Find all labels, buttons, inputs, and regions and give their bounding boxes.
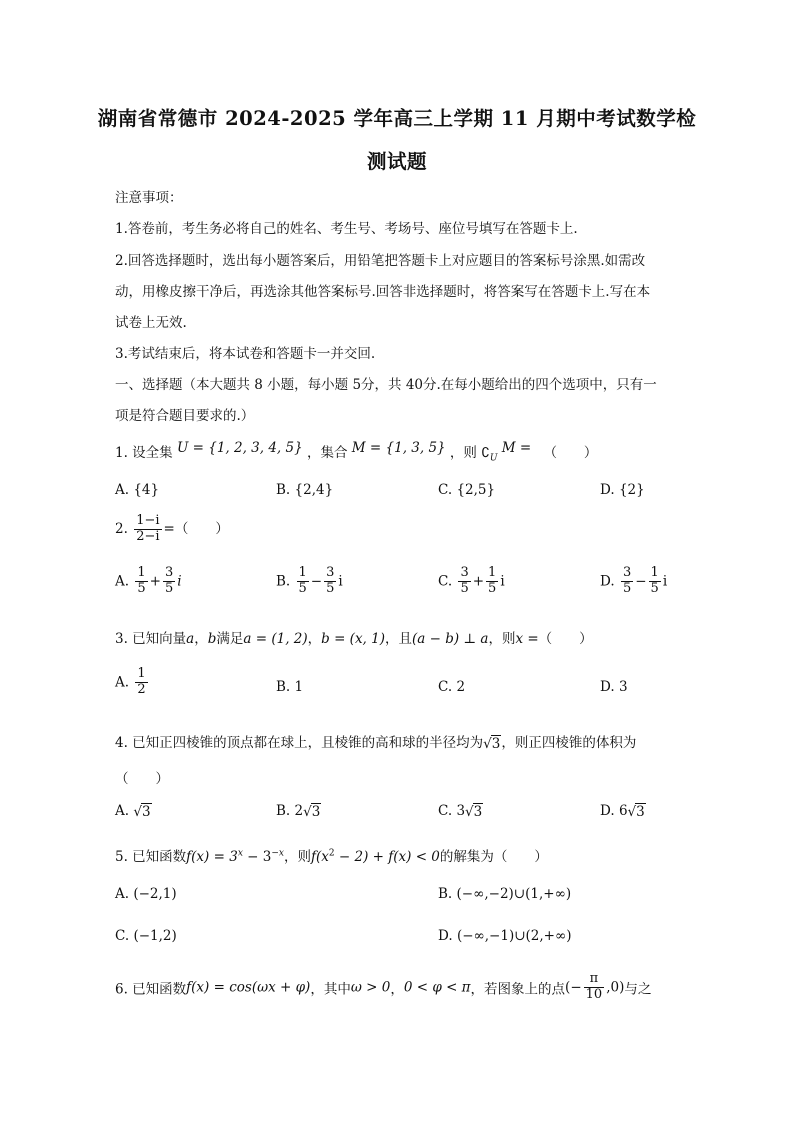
q3-text-c: ，且 bbox=[385, 631, 412, 647]
q4-d-sqrt: √3 bbox=[627, 803, 645, 820]
q6-text-b: ，其中 bbox=[310, 981, 351, 998]
q3-option-d[interactable] bbox=[600, 679, 628, 695]
paper-title-line1: 湖南省常德市 2024-2025 学年高三上学期 11 月期中考试数学检 bbox=[97, 107, 697, 130]
q2-a-n1: 1 bbox=[137, 565, 146, 580]
q5-text-b: ，则 bbox=[284, 849, 311, 865]
q2-d-d1: 5 bbox=[622, 580, 632, 596]
q2-b-n1: 1 bbox=[298, 565, 307, 580]
notice-item-1: 1.答卷前，考生务必将自己的姓名、考生号、考场号、座位号填写在答题卡上. bbox=[115, 221, 578, 237]
q3-sep2: ， bbox=[307, 631, 322, 647]
q3-b-text: 1 bbox=[294, 679, 304, 695]
q1-complement-sub: U bbox=[489, 453, 498, 464]
q4-option-b[interactable] bbox=[276, 803, 321, 820]
q2-b-frac1 bbox=[297, 566, 309, 597]
q2-a-frac1 bbox=[135, 566, 147, 597]
q4-c-label: C. bbox=[438, 803, 453, 819]
q2-c-label: C. bbox=[438, 573, 453, 590]
q6-pt-num: π bbox=[589, 971, 599, 986]
q4-c-rad: 3 bbox=[473, 803, 483, 820]
q3-c-text: 2 bbox=[456, 679, 466, 695]
q5-sq: 2 bbox=[328, 848, 335, 859]
q3-d-label: D. bbox=[600, 679, 615, 695]
q3-text-a: 3. 已知向量 bbox=[115, 631, 187, 647]
q2-b-d2: 5 bbox=[326, 580, 335, 596]
q5-exp1: x bbox=[237, 848, 243, 859]
q2-c-unit: i bbox=[500, 573, 505, 590]
q6-pt-frac bbox=[584, 972, 605, 1003]
q4-a-label: A. bbox=[115, 803, 130, 819]
q4-b-sqrt: √3 bbox=[303, 803, 321, 820]
q2-option-d[interactable] bbox=[600, 566, 667, 597]
q2-c-n1: 3 bbox=[460, 565, 469, 580]
question-2 bbox=[115, 514, 229, 545]
q3-option-a[interactable] bbox=[115, 667, 150, 698]
q5-ineq-a: f(x bbox=[311, 849, 329, 865]
q1-m-eq: M = bbox=[501, 440, 532, 456]
q1-option-d[interactable] bbox=[600, 482, 645, 498]
q5-c-text: (−1,2) bbox=[133, 928, 177, 944]
q2-num: 1−i bbox=[136, 513, 160, 528]
q4-d-rad: 3 bbox=[636, 803, 645, 820]
q3-x-eq: x = bbox=[515, 631, 539, 647]
q5-func: f(x) = 3 bbox=[186, 849, 238, 865]
q2-a-label: A. bbox=[115, 573, 130, 590]
q6-cond1: ω > 0 bbox=[350, 979, 391, 996]
q1-option-a-text: {4} bbox=[133, 482, 160, 498]
q4-d-label: D. bbox=[600, 803, 615, 819]
q3-sep: ， bbox=[194, 631, 208, 647]
q3-a-den: 2 bbox=[137, 681, 146, 697]
q2-prefix: 2. bbox=[115, 520, 128, 537]
q6-text-a: 6. 已知函数 bbox=[115, 981, 187, 998]
q4-b-label: B. bbox=[276, 803, 291, 819]
section-1-line1: 一、选择题（本大题共 8 小题，每小题 5分，共 40分.在每小题给出的四个选项中，只有一 bbox=[115, 377, 657, 393]
q2-c-n2: 1 bbox=[488, 565, 497, 580]
q3-perp: (a − b) ⊥ a bbox=[412, 631, 489, 647]
notice-item-2b: 动，用橡皮擦干净后，再选涂其他答案标号.回答非选择题时，将答案写在答题卡上.写在本 bbox=[115, 284, 651, 300]
q2-b-label: B. bbox=[276, 573, 291, 590]
q1-option-c[interactable] bbox=[438, 482, 495, 498]
q2-b-n2: 3 bbox=[326, 565, 335, 580]
q1-paren: （ ） bbox=[543, 445, 598, 461]
q1-tail: ，则 ∁ bbox=[449, 445, 490, 461]
q4-d-coef: 6 bbox=[618, 803, 628, 819]
q1-option-d-text: {2} bbox=[618, 482, 645, 498]
q3-a-num: 1 bbox=[137, 666, 146, 681]
q2-b-frac2 bbox=[324, 566, 336, 597]
q2-d-n2: 1 bbox=[650, 565, 659, 580]
q2-a-d1: 5 bbox=[137, 580, 146, 596]
q6-text-d: 与之 bbox=[624, 981, 652, 998]
q4-radicand: 3 bbox=[491, 735, 501, 752]
q2-option-c[interactable] bbox=[438, 566, 505, 597]
q1-universal-set: U = {1, 2, 3, 4, 5} bbox=[176, 440, 303, 456]
q4-c-coef: 3 bbox=[456, 803, 466, 819]
q5-text-a: 5. 已知函数 bbox=[115, 849, 187, 865]
q5-a-text: (−2,1) bbox=[133, 886, 177, 902]
q6-pt-close: ,0) bbox=[606, 979, 625, 996]
q6-pt-open: (− bbox=[565, 979, 582, 996]
q3-b-label: B. bbox=[276, 679, 291, 695]
q2-a-op: + bbox=[149, 573, 161, 590]
q2-d-frac1 bbox=[621, 566, 633, 597]
q2-a-frac2 bbox=[163, 566, 175, 597]
q1-option-b[interactable] bbox=[276, 482, 333, 498]
q1-prefix: 1. 设全集 bbox=[115, 445, 173, 461]
q2-d-n1: 3 bbox=[622, 565, 632, 580]
question-1 bbox=[115, 441, 597, 464]
q4-option-c[interactable] bbox=[438, 803, 483, 820]
notice-heading: 注意事项： bbox=[115, 190, 183, 206]
q5-d-label: D. bbox=[438, 928, 453, 944]
q4-paren: （ ） bbox=[115, 771, 169, 787]
q4-c-sqrt: √3 bbox=[465, 803, 483, 820]
notice-item-3: 3.考试结束后，将本试卷和答题卡一并交回. bbox=[115, 346, 376, 362]
q2-b-unit: i bbox=[338, 573, 343, 590]
q3-d-text: 3 bbox=[618, 679, 628, 695]
q5-exp2: −x bbox=[271, 848, 284, 859]
q3-text-b: 满足 bbox=[216, 631, 244, 647]
q6-pt-den: 10 bbox=[585, 986, 603, 1002]
q3-text-d: ，则 bbox=[488, 631, 516, 647]
q4-option-a[interactable] bbox=[115, 803, 152, 820]
q2-c-frac2 bbox=[486, 566, 498, 597]
question-4 bbox=[115, 731, 636, 752]
q6-text-c: ，若图象上的点 bbox=[470, 981, 566, 998]
q2-c-d2: 5 bbox=[488, 580, 497, 596]
q1-option-a[interactable] bbox=[115, 482, 159, 498]
q3-vector-a: a bbox=[186, 631, 195, 647]
q1-option-b-text: {2,4} bbox=[294, 482, 334, 498]
q2-eq: =（ ） bbox=[163, 520, 229, 537]
q5-option-a[interactable] bbox=[115, 886, 177, 902]
q2-c-d1: 5 bbox=[460, 580, 469, 596]
q3-option-b[interactable] bbox=[276, 679, 303, 695]
q3-eq-a: a = (1, 2) bbox=[243, 631, 308, 647]
q2-c-frac1 bbox=[458, 566, 470, 597]
q3-paren: （ ） bbox=[538, 631, 593, 647]
q2-d-label: D. bbox=[600, 573, 615, 590]
question-3 bbox=[115, 627, 593, 647]
q6-cond2: 0 < φ < π bbox=[403, 979, 471, 996]
q2-b-op: − bbox=[310, 573, 323, 590]
notice-item-2c: 试卷上无效. bbox=[115, 315, 187, 331]
q6-func: f(x) = cos(ωx + φ) bbox=[186, 979, 311, 996]
q4-b-rad: 3 bbox=[311, 803, 321, 820]
notice-item-2a: 2.回答选择题时，选出每小题答案后，用铅笔把答题卡上对应题目的答案标号涂黑.如需改 bbox=[115, 253, 646, 269]
q5-b-text: (−∞,−2)∪(1,+∞) bbox=[456, 886, 572, 902]
q2-option-b[interactable] bbox=[276, 566, 343, 597]
q5-option-b[interactable] bbox=[438, 886, 571, 902]
q4-b-coef: 2 bbox=[294, 803, 304, 819]
q2-den: 2−i bbox=[136, 528, 160, 544]
q2-option-a[interactable] bbox=[115, 566, 182, 597]
q5-b-label: B. bbox=[438, 886, 453, 902]
q4-a-rad: 3 bbox=[141, 803, 151, 820]
q1-option-a-label: A. bbox=[115, 482, 130, 498]
q3-vector-b: b bbox=[207, 631, 217, 647]
q4-option-d[interactable] bbox=[600, 803, 646, 820]
q2-a-n2: 3 bbox=[164, 565, 174, 580]
q2-d-d2: 5 bbox=[650, 580, 659, 596]
q3-a-frac bbox=[135, 667, 147, 698]
q3-option-c[interactable] bbox=[438, 679, 465, 695]
q2-fraction bbox=[134, 514, 161, 545]
q1-option-b-label: B. bbox=[276, 482, 291, 498]
q5-option-c[interactable] bbox=[115, 928, 177, 944]
q2-a-unit: i bbox=[177, 573, 182, 590]
q5-option-d[interactable] bbox=[438, 928, 572, 944]
q5-ineq-b: − 2) + f(x) < 0 bbox=[334, 849, 440, 865]
q4-sqrt: √3 bbox=[483, 735, 501, 752]
q2-d-op: − bbox=[635, 573, 647, 590]
q2-a-d2: 5 bbox=[164, 580, 174, 596]
q1-set-m: M = {1, 3, 5} bbox=[351, 440, 446, 456]
paper-title-line2: 测试题 bbox=[366, 150, 427, 173]
q1-option-c-label: C. bbox=[438, 482, 453, 498]
q5-d-text: (−∞,−1)∪(2,+∞) bbox=[456, 928, 572, 944]
q5-c-label: C. bbox=[115, 928, 130, 944]
q4-a-sqrt: √3 bbox=[133, 803, 151, 820]
q3-c-label: C. bbox=[438, 679, 453, 695]
q2-d-unit: i bbox=[662, 573, 668, 590]
q5-text-c: 的解集为（ ） bbox=[439, 849, 548, 865]
q1-option-c-text: {2,5} bbox=[456, 482, 496, 498]
q1-mid: ，集合 bbox=[307, 445, 348, 461]
q2-b-d1: 5 bbox=[298, 580, 307, 596]
q2-c-op: + bbox=[472, 573, 485, 590]
q6-sep: ， bbox=[390, 981, 404, 998]
q5-minus: − 3 bbox=[242, 849, 272, 865]
q2-d-frac2 bbox=[649, 566, 661, 597]
question-5 bbox=[115, 845, 548, 865]
question-6 bbox=[115, 972, 651, 1003]
q5-a-label: A. bbox=[115, 886, 130, 902]
q4-text-b: ，则正四棱锥的体积为 bbox=[501, 735, 637, 751]
q3-a-label: A. bbox=[115, 674, 130, 691]
q3-eq-b: b = (x, 1) bbox=[321, 631, 385, 647]
q4-text-a: 4. 已知正四棱锥的顶点都在球上，且棱锥的高和球的半径均为 bbox=[115, 735, 484, 751]
q1-option-d-label: D. bbox=[600, 482, 615, 498]
section-1-line2: 项是符合题目要求的.） bbox=[115, 408, 255, 424]
